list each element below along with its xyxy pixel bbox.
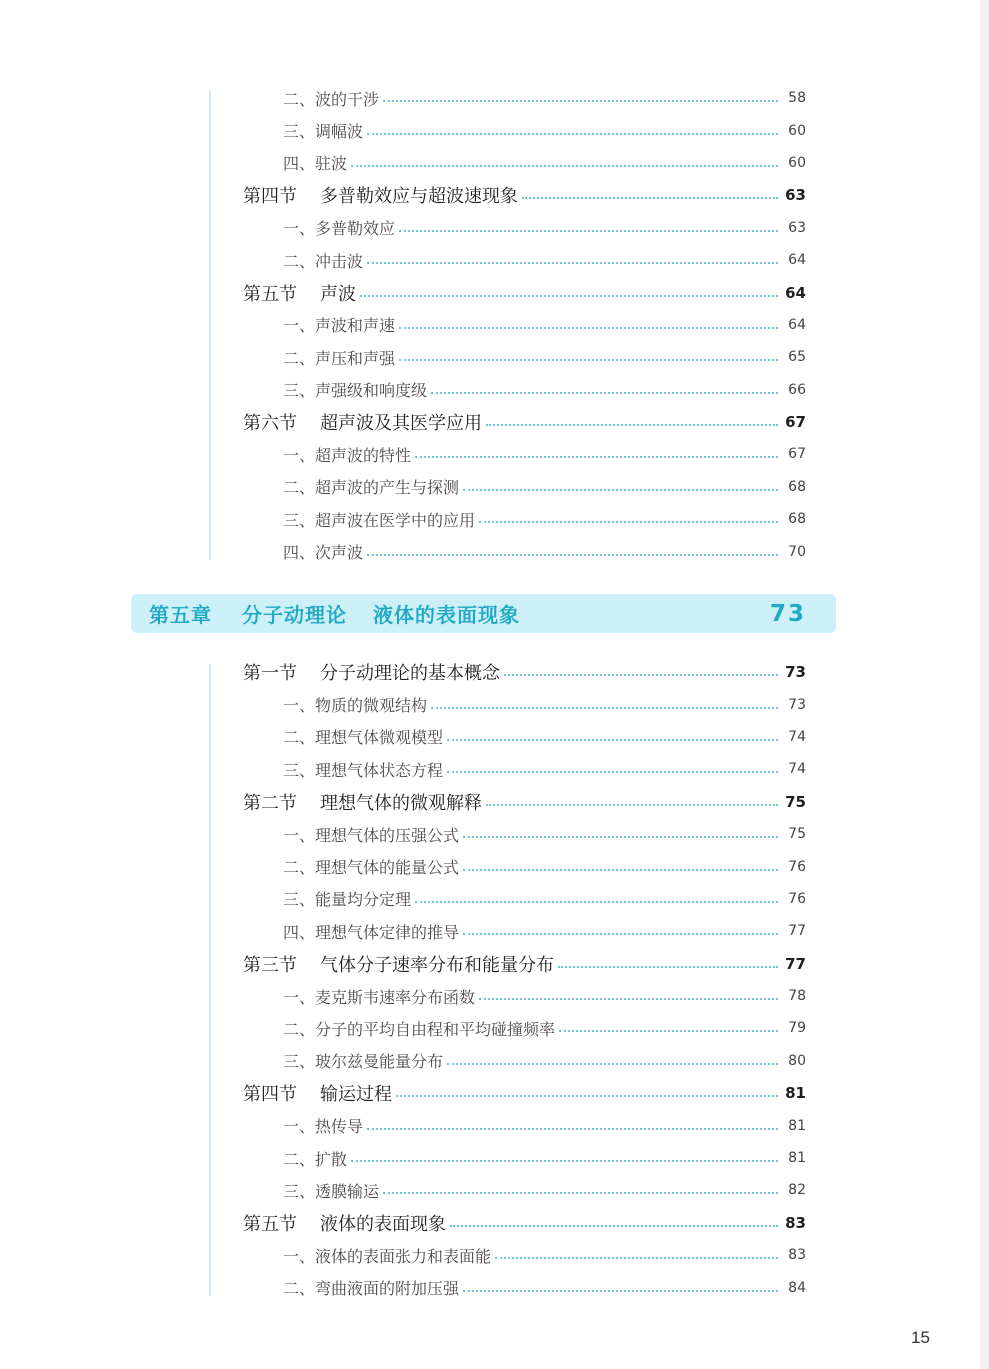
subsection-number: 二、	[283, 858, 316, 878]
subsection-title: 声强级和响度级	[315, 381, 428, 401]
subsection-title: 玻尔兹曼能量分布	[315, 1052, 444, 1072]
subsection-number: 三、	[283, 1181, 316, 1201]
dot-leader	[367, 121, 778, 135]
chapter-number: 第五章	[149, 603, 212, 627]
subsection-title: 热传导	[315, 1117, 364, 1137]
entry-page-number: 81	[788, 1117, 806, 1134]
toc-subsection-entry[interactable]	[0, 374, 989, 406]
entry-page-number: 63	[785, 186, 806, 205]
dot-leader	[504, 662, 778, 676]
toc-section-entry[interactable]	[0, 948, 989, 980]
subsection-title: 次声波	[315, 543, 364, 563]
toc-section-entry[interactable]	[0, 406, 989, 438]
subsection-number: 四、	[283, 154, 316, 174]
section-title: 超声波及其医学应用	[320, 413, 482, 435]
entry-page-number: 79	[788, 1020, 806, 1037]
entry-page-number: 63	[788, 219, 806, 236]
entry-page-number: 60	[788, 122, 806, 139]
subsection-number: 二、	[283, 1149, 316, 1169]
subsection-title: 冲击波	[315, 251, 364, 271]
toc-subsection-entry[interactable]	[0, 244, 989, 276]
subsection-title: 波的干涉	[315, 89, 380, 109]
subsection-number: 一、	[283, 219, 316, 239]
entry-page-number: 76	[788, 858, 806, 875]
dot-leader	[463, 857, 778, 871]
entry-page-number: 81	[788, 1150, 806, 1167]
subsection-title: 理想气体微观模型	[315, 728, 444, 748]
subsection-title: 弯曲液面的附加压强	[315, 1279, 460, 1299]
toc-subsection-entry[interactable]	[0, 883, 989, 915]
section-title: 理想气体的微观解释	[320, 792, 482, 814]
toc-subsection-entry[interactable]	[0, 1012, 989, 1044]
subsection-title: 驻波	[315, 154, 348, 174]
dot-leader	[463, 921, 778, 935]
subsection-title: 超声波的产生与探测	[315, 478, 460, 498]
toc-section-entry[interactable]	[0, 1207, 989, 1239]
toc-subsection-entry[interactable]	[0, 82, 989, 114]
toc-subsection-entry[interactable]	[0, 915, 989, 947]
entry-page-number: 74	[788, 728, 806, 745]
dot-leader	[463, 477, 778, 491]
subsection-number: 三、	[283, 510, 316, 530]
section-title: 输运过程	[320, 1084, 392, 1106]
dot-leader	[450, 1213, 778, 1227]
subsection-title: 麦克斯韦速率分布函数	[315, 987, 476, 1007]
toc-subsection-entry[interactable]	[0, 1142, 989, 1174]
toc-subsection-entry[interactable]	[0, 1045, 989, 1077]
entry-page-number: 77	[788, 923, 806, 940]
toc-subsection-entry[interactable]	[0, 535, 989, 567]
dot-leader	[558, 954, 778, 968]
subsection-title: 超声波的特性	[315, 445, 412, 465]
section-number: 第三节	[243, 954, 297, 976]
toc-subsection-entry[interactable]	[0, 147, 989, 179]
toc-subsection-entry[interactable]	[0, 1239, 989, 1271]
dot-leader	[351, 1148, 778, 1162]
entry-page-number: 74	[788, 761, 806, 778]
subsection-title: 调幅波	[315, 122, 364, 142]
subsection-title: 声压和声强	[315, 348, 396, 368]
dot-leader	[415, 444, 778, 458]
section-number: 第二节	[243, 792, 297, 814]
toc-list-chapter-five	[0, 656, 989, 1304]
section-title: 气体分子速率分布和能量分布	[320, 954, 554, 976]
toc-section-entry[interactable]	[0, 1077, 989, 1109]
dot-leader	[415, 889, 778, 903]
chapter-page-number: 73	[769, 600, 806, 627]
section-title: 液体的表面现象	[320, 1213, 446, 1235]
entry-page-number: 78	[788, 988, 806, 1005]
dot-leader	[367, 250, 778, 264]
entry-page-number: 68	[788, 511, 806, 528]
toc-subsection-entry[interactable]	[0, 471, 989, 503]
subsection-title: 能量均分定理	[315, 890, 412, 910]
toc-section-entry[interactable]	[0, 179, 989, 211]
dot-leader	[383, 88, 778, 102]
subsection-title: 声波和声速	[315, 316, 396, 336]
entry-page-number: 68	[788, 478, 806, 495]
dot-leader	[431, 380, 778, 394]
toc-subsection-entry[interactable]	[0, 438, 989, 470]
subsection-number: 三、	[283, 890, 316, 910]
dot-leader	[463, 824, 778, 838]
dot-leader	[399, 218, 778, 232]
dot-leader	[479, 509, 778, 523]
toc-subsection-entry[interactable]	[0, 341, 989, 373]
subsection-title: 理想气体的压强公式	[315, 825, 460, 845]
subsection-title: 多普勒效应	[315, 219, 396, 239]
subsection-title: 理想气体定律的推导	[315, 922, 460, 942]
dot-leader	[367, 542, 778, 556]
entry-page-number: 82	[788, 1182, 806, 1199]
toc-subsection-entry[interactable]	[0, 1174, 989, 1206]
chapter-title: 分子动理论 液体的表面现象	[242, 603, 520, 627]
dot-leader	[447, 727, 778, 741]
dot-leader	[360, 283, 778, 297]
entry-page-number: 65	[788, 349, 806, 366]
subsection-number: 一、	[283, 1246, 316, 1266]
subsection-number: 二、	[283, 251, 316, 271]
subsection-number: 一、	[283, 696, 316, 716]
entry-page-number: 76	[788, 890, 806, 907]
dot-leader	[486, 412, 778, 426]
subsection-number: 四、	[283, 543, 316, 563]
dot-leader	[399, 347, 778, 361]
subsection-title: 透膜输运	[315, 1181, 380, 1201]
toc-subsection-entry[interactable]	[0, 980, 989, 1012]
toc-section-entry[interactable]	[0, 786, 989, 818]
subsection-title: 理想气体状态方程	[315, 760, 444, 780]
subsection-number: 二、	[283, 478, 316, 498]
subsection-number: 三、	[283, 381, 316, 401]
dot-leader	[383, 1180, 778, 1194]
toc-subsection-entry[interactable]	[0, 753, 989, 785]
subsection-number: 二、	[283, 348, 316, 368]
entry-page-number: 70	[788, 543, 806, 560]
entry-page-number: 80	[788, 1052, 806, 1069]
subsection-number: 四、	[283, 922, 316, 942]
toc-subsection-entry[interactable]	[0, 212, 989, 244]
toc-subsection-entry[interactable]	[0, 1271, 989, 1303]
dot-leader	[447, 1051, 778, 1065]
page-number: 15	[911, 1328, 930, 1347]
toc-subsection-entry[interactable]	[0, 688, 989, 720]
subsection-number: 一、	[283, 316, 316, 336]
toc-section-entry[interactable]	[0, 276, 989, 308]
dot-leader	[447, 759, 778, 773]
subsection-number: 三、	[283, 1052, 316, 1072]
toc-subsection-entry[interactable]	[0, 114, 989, 146]
toc-subsection-entry[interactable]	[0, 818, 989, 850]
entry-page-number: 75	[788, 826, 806, 843]
dot-leader	[479, 986, 778, 1000]
section-title: 分子动理论的基本概念	[320, 663, 500, 685]
subsection-number: 二、	[283, 1019, 316, 1039]
subsection-title: 理想气体的能量公式	[315, 858, 460, 878]
subsection-number: 一、	[283, 987, 316, 1007]
entry-page-number: 67	[785, 413, 806, 432]
dot-leader	[351, 153, 778, 167]
subsection-number: 二、	[283, 1279, 316, 1299]
dot-leader	[396, 1083, 778, 1097]
entry-page-number: 81	[785, 1084, 806, 1103]
dot-leader	[367, 1116, 778, 1130]
section-number: 第四节	[243, 1084, 297, 1106]
entry-page-number: 67	[788, 446, 806, 463]
entry-page-number: 83	[788, 1247, 806, 1264]
entry-page-number: 60	[788, 154, 806, 171]
toc-subsection-entry[interactable]	[0, 1109, 989, 1141]
entry-page-number: 75	[785, 792, 806, 811]
toc-section-entry[interactable]	[0, 656, 989, 688]
entry-page-number: 64	[788, 316, 806, 333]
section-number: 第五节	[243, 283, 297, 305]
subsection-number: 二、	[283, 89, 316, 109]
dot-leader	[431, 695, 778, 709]
subsection-title: 液体的表面张力和表面能	[315, 1246, 492, 1266]
subsection-title: 扩散	[315, 1149, 348, 1169]
toc-subsection-entry[interactable]	[0, 850, 989, 882]
section-number: 第一节	[243, 663, 297, 685]
section-number: 第四节	[243, 186, 297, 208]
entry-page-number: 73	[785, 663, 806, 682]
chapter-heading-banner[interactable]	[131, 594, 836, 633]
subsection-number: 三、	[283, 122, 316, 142]
entry-page-number: 64	[788, 252, 806, 269]
dot-leader	[559, 1018, 778, 1032]
dot-leader	[486, 792, 778, 806]
dot-leader	[463, 1278, 778, 1292]
toc-subsection-entry[interactable]	[0, 721, 989, 753]
subsection-title: 分子的平均自由程和平均碰撞频率	[315, 1019, 556, 1039]
subsection-number: 一、	[283, 445, 316, 465]
entry-page-number: 83	[785, 1213, 806, 1232]
section-number: 第五节	[243, 1213, 297, 1235]
toc-list-chapter-four-continued	[0, 82, 989, 568]
subsection-number: 一、	[283, 825, 316, 845]
subsection-number: 一、	[283, 1117, 316, 1137]
entry-page-number: 73	[788, 696, 806, 713]
section-title: 多普勒效应与超波速现象	[320, 186, 518, 208]
section-number: 第六节	[243, 413, 297, 435]
subsection-number: 三、	[283, 760, 316, 780]
subsection-title: 超声波在医学中的应用	[315, 510, 476, 530]
dot-leader	[399, 315, 778, 329]
entry-page-number: 58	[788, 90, 806, 107]
subsection-title: 物质的微观结构	[315, 696, 428, 716]
entry-page-number: 64	[785, 283, 806, 302]
toc-subsection-entry[interactable]	[0, 503, 989, 535]
dot-leader	[495, 1245, 778, 1259]
subsection-number: 二、	[283, 728, 316, 748]
section-title: 声波	[320, 283, 356, 305]
toc-subsection-entry[interactable]	[0, 309, 989, 341]
entry-page-number: 66	[788, 381, 806, 398]
entry-page-number: 84	[788, 1279, 806, 1296]
entry-page-number: 77	[785, 954, 806, 973]
dot-leader	[522, 185, 778, 199]
